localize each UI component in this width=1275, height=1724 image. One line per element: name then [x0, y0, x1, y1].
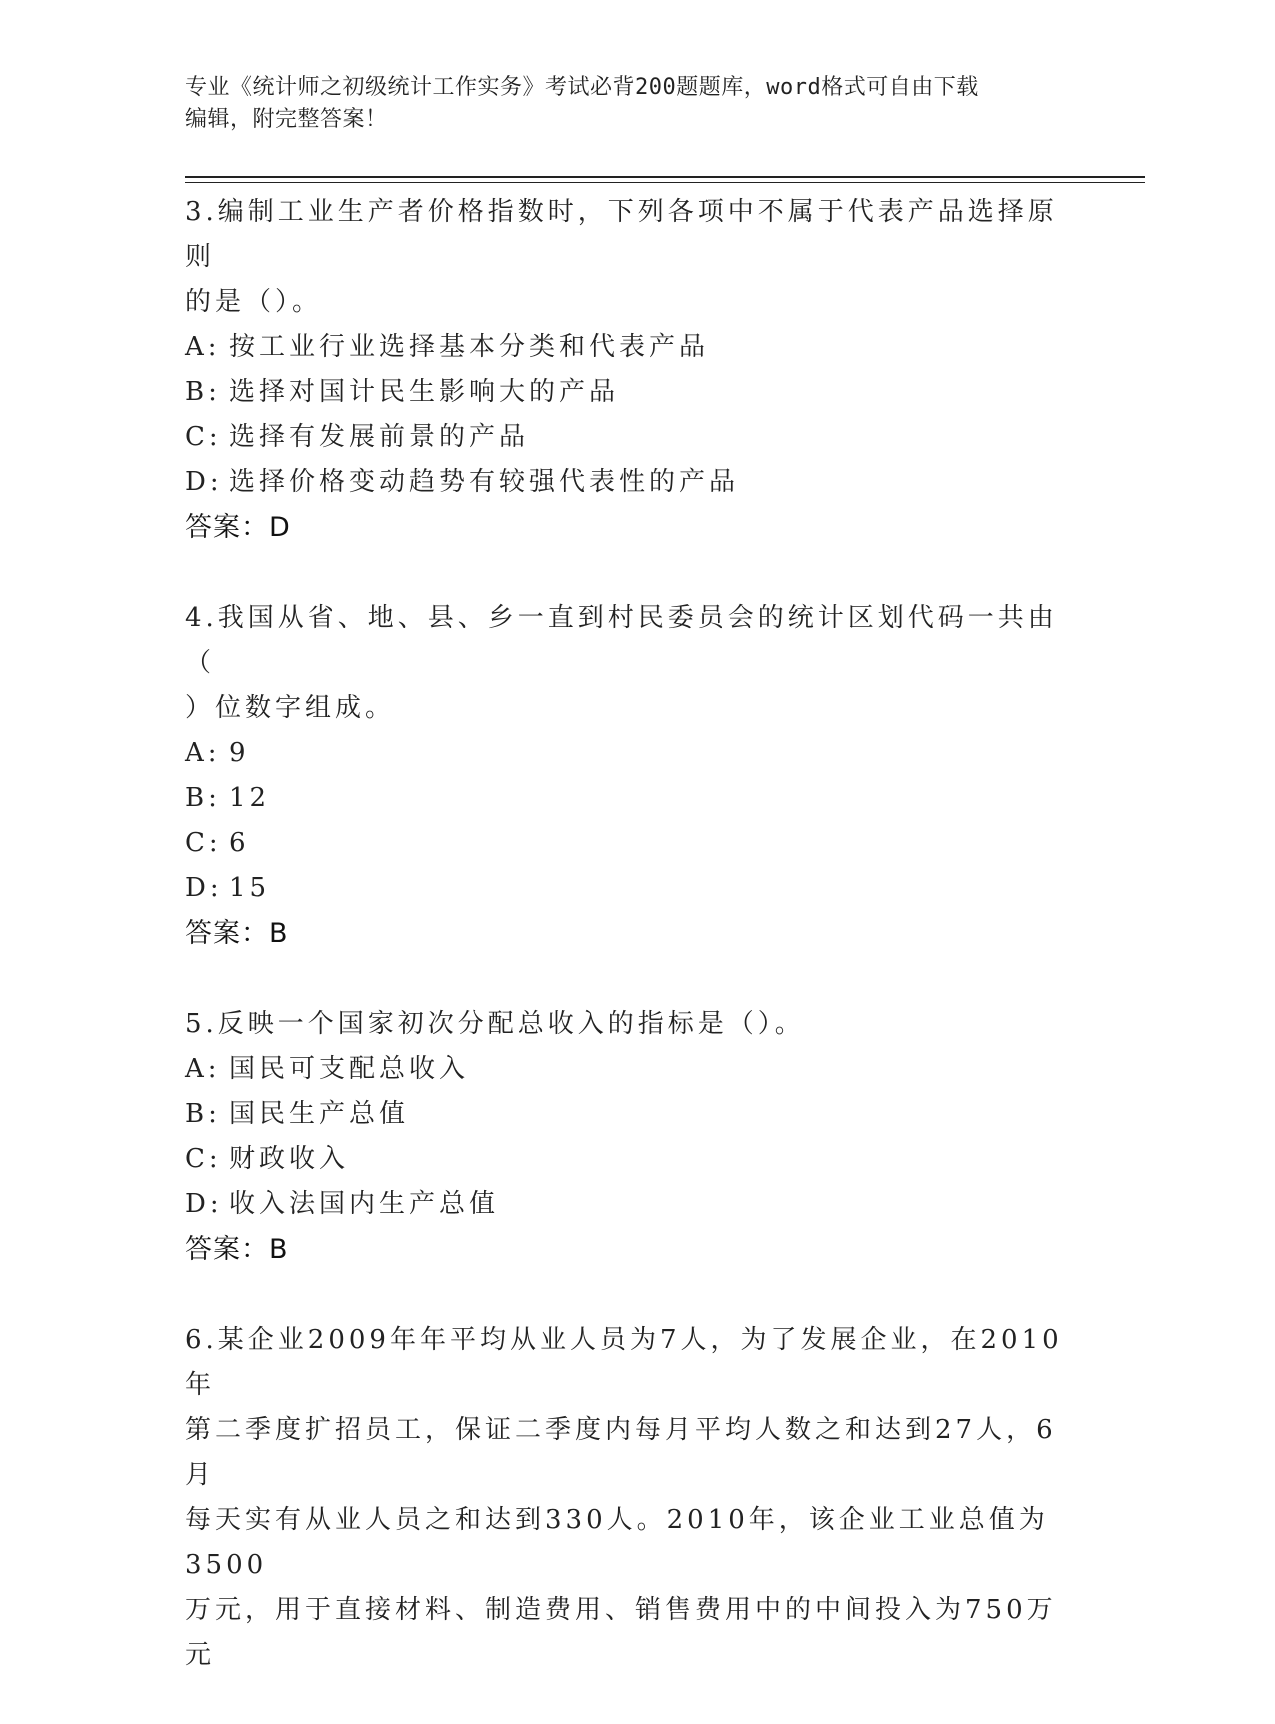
option-d: [185, 866, 1065, 911]
option-letter: A:: [185, 738, 221, 768]
option-c: [185, 1137, 1065, 1182]
question-text: [185, 1002, 1065, 1047]
option-d: [185, 1182, 1065, 1227]
header-divider-thick: [185, 176, 1145, 178]
header-divider-thin: [185, 182, 1145, 183]
option-letter: D:: [185, 1189, 223, 1219]
option-text: 15: [229, 873, 271, 903]
option-letter: A:: [185, 1054, 221, 1084]
option-text: 6: [229, 828, 250, 858]
question-item: [185, 190, 1065, 550]
option-letter: B:: [185, 377, 221, 407]
answer-line: 答案：D: [185, 512, 291, 543]
option-text: 收入法国内生产总值: [229, 1189, 500, 1219]
option-letter: C:: [185, 1144, 222, 1174]
option-b: [185, 776, 1065, 821]
question-list: [185, 190, 1065, 1724]
option-text: 9: [229, 738, 250, 768]
question-text: [185, 1318, 1065, 1678]
option-text: 国民可支配总收入: [229, 1054, 470, 1084]
option-b: [185, 370, 1065, 415]
question-text-line: 4.我国从省、地、县、乡一直到村民委员会的统计区划代码一共由（: [185, 603, 1058, 678]
option-b: [185, 1092, 1065, 1137]
question-text-line: ）位数字组成。: [185, 693, 396, 723]
question-text-line: 每天实有从业人员之和达到330人。2010年，该企业工业总值为3500: [185, 1505, 1049, 1580]
option-a: [185, 1047, 1065, 1092]
option-text: 选择价格变动趋势有较强代表性的产品: [229, 467, 740, 497]
option-letter: B:: [185, 1099, 221, 1129]
option-letter: C:: [185, 828, 222, 858]
option-letter: D:: [185, 467, 223, 497]
option-text: 选择有发展前景的产品: [229, 422, 530, 452]
option-letter: A:: [185, 332, 221, 362]
question-text-line: 3.编制工业生产者价格指数时，下列各项中不属于代表产品选择原则: [185, 197, 1058, 272]
question-item: [185, 1318, 1065, 1678]
option-text: 选择对国计民生影响大的产品: [229, 377, 620, 407]
question-text: [185, 190, 1065, 325]
option-text: 财政收入: [229, 1144, 350, 1174]
question-text: [185, 596, 1065, 731]
answer-line: 答案：B: [185, 918, 289, 949]
document-header: [185, 72, 1065, 136]
option-d: [185, 460, 1065, 505]
option-a: [185, 731, 1065, 776]
question-item: [185, 1002, 1065, 1272]
option-c: [185, 821, 1065, 866]
question-text-line: 的是（）。: [185, 287, 323, 317]
question-text-line: 第二季度扩招员工，保证二季度内每月平均人数之和达到27人，6月: [185, 1415, 1057, 1490]
option-text: 国民生产总值: [229, 1099, 410, 1129]
header-line-2: 编辑，附完整答案！: [185, 107, 388, 132]
question-item: [185, 596, 1065, 956]
option-c: [185, 415, 1065, 460]
option-letter: D:: [185, 873, 223, 903]
option-letter: B:: [185, 783, 221, 813]
option-text: 按工业行业选择基本分类和代表产品: [229, 332, 710, 362]
question-text-line: 6.某企业2009年年平均从业人员为7人，为了发展企业，在2010年: [185, 1325, 1063, 1400]
header-line-1: 专业《统计师之初级统计工作实务》考试必背200题题库，word格式可自由下载: [185, 75, 979, 100]
question-text-line: 5.反映一个国家初次分配总收入的指标是（）。: [185, 1009, 805, 1039]
option-a: [185, 325, 1065, 370]
answer-line: 答案：B: [185, 1234, 289, 1265]
option-text: 12: [229, 783, 271, 813]
option-letter: C:: [185, 422, 222, 452]
question-text-line: 万元，用于直接材料、制造费用、销售费用中的中间投入为750万元: [185, 1595, 1057, 1670]
